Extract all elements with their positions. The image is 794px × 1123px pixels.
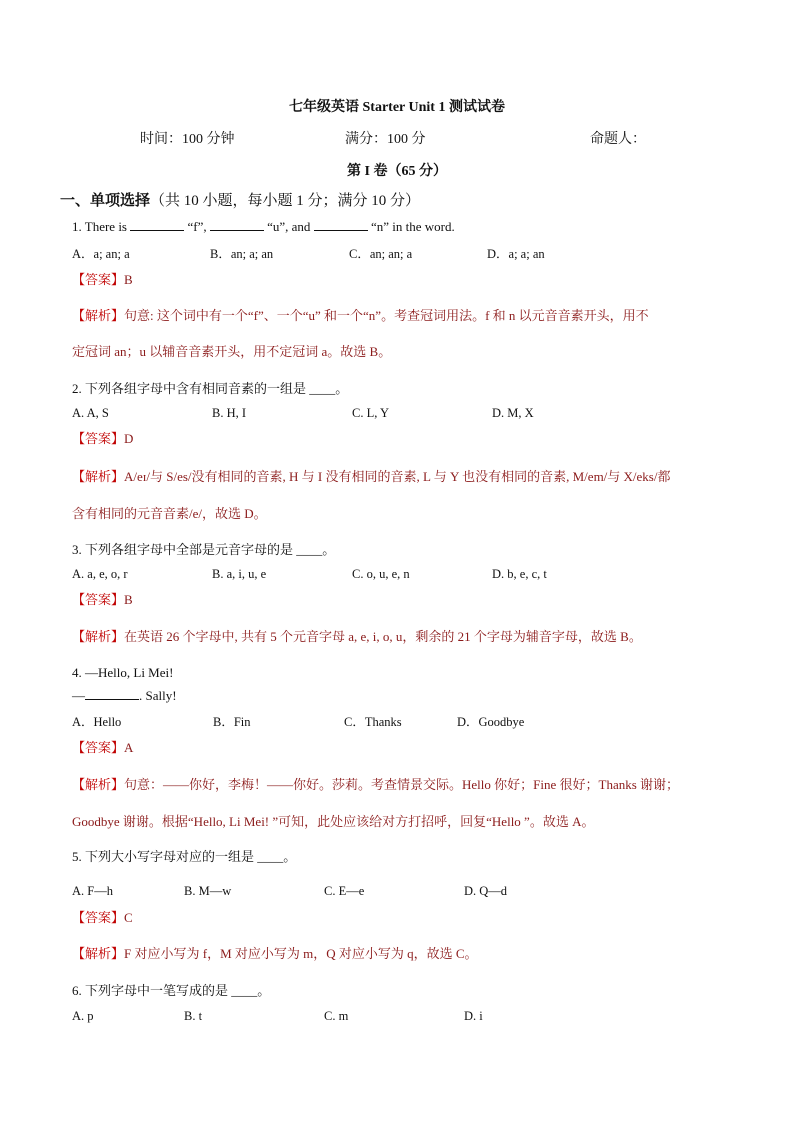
part-title: 第 I 卷（65 分） <box>347 164 447 179</box>
question-1-stem <box>72 218 754 236</box>
option-a: A. a, e, o, r <box>72 567 128 581</box>
explain-label: 【解析】 <box>72 777 125 792</box>
option-c: C．Thanks <box>344 715 402 729</box>
question-4-answer <box>72 739 754 757</box>
question-2-answer <box>72 430 754 448</box>
question-1-answer <box>72 271 754 289</box>
exam-time: 时间：100 分钟 <box>140 132 235 147</box>
option-a: A. A, S <box>72 406 109 420</box>
explain-label: 【解析】 <box>72 308 125 323</box>
q1-part-a: 1. There is <box>72 219 127 234</box>
page-title: 七年级英语 Starter Unit 1 测试试卷 <box>289 100 505 115</box>
question-5-options <box>72 884 752 902</box>
question-2-explanation-cont: 含有相同的元音音素/e/，故选 D。 <box>72 506 267 521</box>
option-d: D. i <box>464 1009 483 1023</box>
question-5-answer <box>72 909 754 927</box>
option-a: A. p <box>72 1009 94 1023</box>
explain-label: 【解析】 <box>72 629 125 644</box>
question-2-explanation <box>72 468 754 486</box>
option-b: B. t <box>184 1009 203 1023</box>
answer-value: B <box>124 272 133 287</box>
option-a: A．a; an; a <box>72 247 130 261</box>
question-3-explanation <box>72 628 754 646</box>
exam-score: 满分：100 分 <box>345 132 426 147</box>
option-b: B．an; a; an <box>210 247 274 261</box>
option-b: B. a, i, u, e <box>212 567 267 581</box>
question-2-stem: 2. 下列各组字母中含有相同音素的一组是 ____。 <box>72 381 349 396</box>
answer-value: B <box>124 592 133 607</box>
question-5-explanation <box>72 945 754 963</box>
question-3-answer <box>72 591 754 609</box>
blank <box>85 688 139 700</box>
exam-author: 命题人： <box>590 132 646 147</box>
option-c: C. E—e <box>324 884 365 898</box>
blank <box>210 219 264 231</box>
option-c: C．an; an; a <box>349 247 413 261</box>
answer-label: 【答案】 <box>72 740 125 755</box>
explain-text: 句意：——你好，李梅！——你好。莎莉。考查情景交际。Hello 你好；Fine 很好；Thanks 谢谢； <box>124 777 680 792</box>
answer-label: 【答案】 <box>72 272 125 287</box>
blank <box>314 219 368 231</box>
explain-text: 在英语 26 个字母中, 共有 5 个元音字母 a, e, i, o, u，剩余的 21 个字母为辅音字母，故选 B。 <box>124 629 642 644</box>
answer-value: A <box>124 740 134 755</box>
question-6-stem: 6. 下列字母中一笔写成的是 ____。 <box>72 983 271 998</box>
option-a: A. F—h <box>72 884 113 898</box>
option-d: D．a; a; an <box>487 247 545 261</box>
question-4-stem: 4. —Hello, Li Mei! <box>72 665 174 680</box>
section-head: 一、单项选择 <box>60 193 151 209</box>
explain-text: F 对应小写为 f，M 对应小写为 m，Q 对应小写为 q，故选 C。 <box>124 946 478 961</box>
question-4-explanation-cont: Goodbye 谢谢。根据“Hello, Li Mei! ”可知，此处应该给对方打招呼，回复“Hello ”。故选 A。 <box>72 814 595 829</box>
answer-label: 【答案】 <box>72 910 125 925</box>
option-a: A．Hello <box>72 715 122 729</box>
explain-text: A/eɪ/与 S/es/没有相同的音素, H 与 I 没有相同的音素, L 与 Y 也没有相同的音素, M/em/与 X/eks/都 <box>124 469 671 484</box>
q4-dash: — <box>72 688 85 703</box>
question-6-options <box>72 1009 752 1027</box>
option-d: D. M, X <box>492 406 534 420</box>
option-c: C. o, u, e, n <box>352 567 410 581</box>
explain-text: 句意: 这个词中有一个“f”、一个“u” 和一个“n”。考查冠词用法。f 和 n 以元音音素开头，用不 <box>124 308 649 323</box>
option-b: B．Fin <box>213 715 251 729</box>
blank <box>130 219 184 231</box>
answer-value: D <box>124 431 134 446</box>
question-2-options <box>72 406 752 424</box>
option-c: C. m <box>324 1009 349 1023</box>
explain-label: 【解析】 <box>72 469 125 484</box>
answer-label: 【答案】 <box>72 592 125 607</box>
explain-label: 【解析】 <box>72 946 125 961</box>
answer-value: C <box>124 910 133 925</box>
section-heading <box>60 189 420 210</box>
question-3-options <box>72 567 752 585</box>
answer-label: 【答案】 <box>72 431 125 446</box>
option-d: D．Goodbye <box>457 715 525 729</box>
question-5-stem: 5. 下列大小写字母对应的一组是 ____。 <box>72 849 297 864</box>
option-d: D. Q—d <box>464 884 508 898</box>
question-4-reply <box>72 687 754 705</box>
q1-part-b: “f”, <box>187 219 207 234</box>
question-4-explanation <box>72 776 754 794</box>
question-1-explanation-cont: 定冠词 an；u 以辅音音素开头，用不定冠词 a。故选 B。 <box>72 344 392 359</box>
option-b: B. H, I <box>212 406 247 420</box>
question-4-options <box>72 712 752 730</box>
option-b: B. M—w <box>184 884 232 898</box>
q1-part-d: “n” in the word. <box>370 219 455 234</box>
question-1-options <box>72 244 752 262</box>
section-note: （共 10 小题，每小题 1 分；满分 10 分） <box>150 193 421 209</box>
q4-reply-text: . Sally! <box>139 688 177 703</box>
option-d: D. b, e, c, t <box>492 567 547 581</box>
question-1-explanation <box>72 307 754 325</box>
question-3-stem: 3. 下列各组字母中全部是元音字母的是 ____。 <box>72 542 336 557</box>
option-c: C. L, Y <box>352 406 390 420</box>
q1-part-c: “u”, and <box>267 219 311 234</box>
